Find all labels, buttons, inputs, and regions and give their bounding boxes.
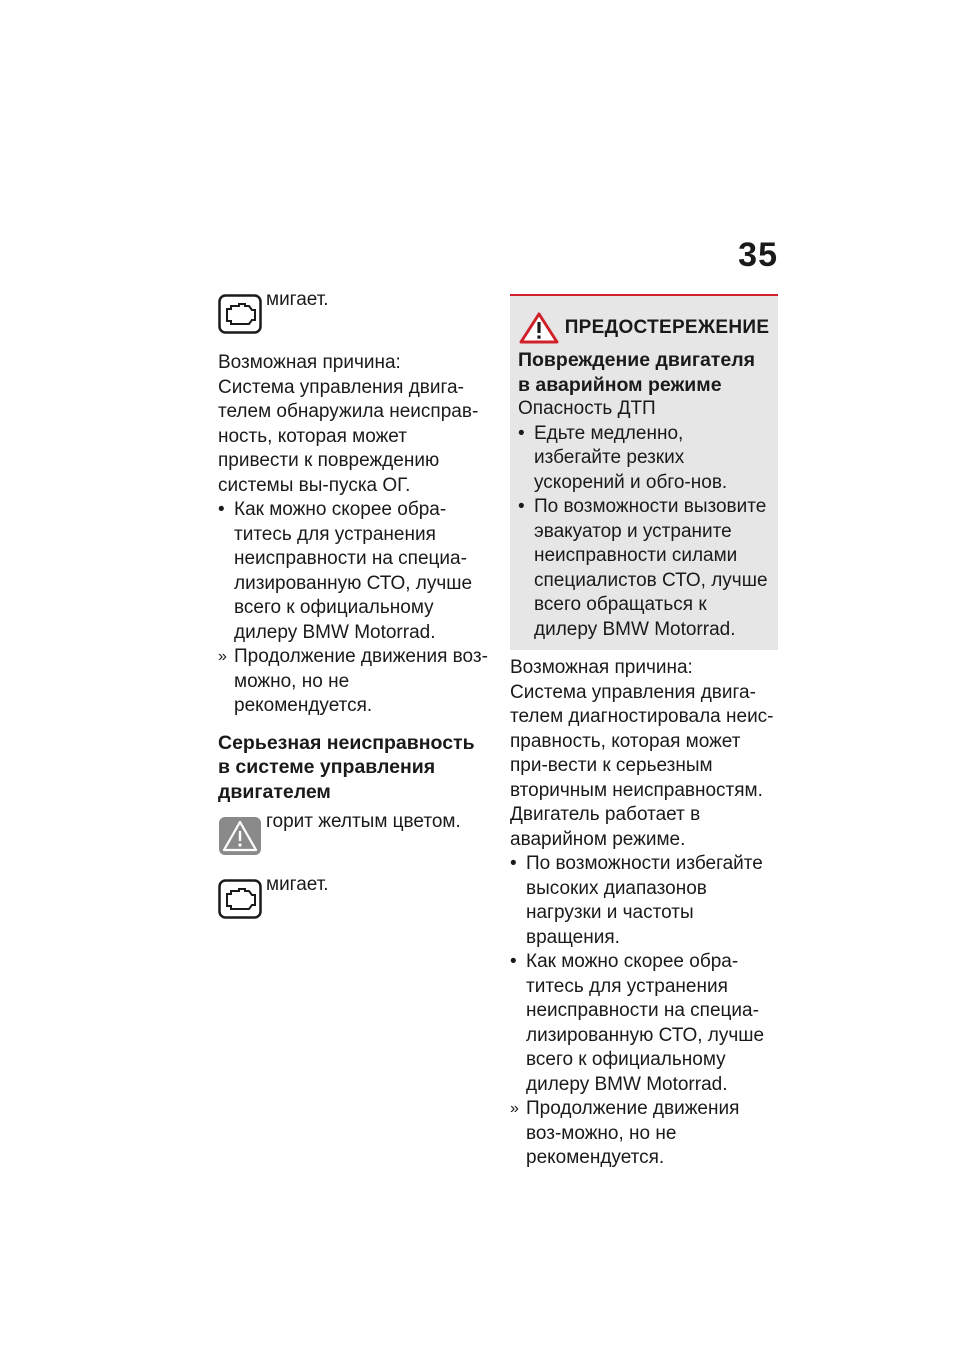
section-heading: Серьезная неисправность в системе управления двигателем bbox=[218, 731, 475, 803]
cause-label: Возможная причина: bbox=[510, 657, 693, 678]
list-item: • Едьте медленно, избегайте резких ускорений и обго-нов. bbox=[518, 422, 770, 496]
action-list bbox=[510, 852, 778, 1171]
general-warning-row bbox=[218, 810, 490, 861]
hazard-triangle-icon bbox=[519, 312, 559, 344]
engine-status-row bbox=[218, 288, 490, 339]
hazard-text: Опасность ДТП bbox=[518, 398, 656, 419]
warning-title: ПРЕДОСТЕРЕЖЕНИЕ bbox=[564, 317, 770, 338]
cause-text: Система управления двига-телем обнаружила неисправ-ность, которая может привести к повреждению системы вы-пуска ОГ. bbox=[218, 376, 479, 496]
warning-box bbox=[510, 294, 778, 650]
action-list bbox=[218, 498, 490, 719]
right-column bbox=[510, 294, 778, 1171]
engine-blinking-text: мигает. bbox=[266, 289, 329, 310]
engine-warning-icon bbox=[218, 294, 262, 339]
page-number: 35 bbox=[738, 236, 778, 274]
warning-header bbox=[518, 312, 770, 344]
warning-list bbox=[518, 422, 770, 643]
general-warning-text: горит желтым цветом. bbox=[266, 811, 461, 832]
list-item: • По возможности избегайте высоких диапазонов нагрузки и частоты вращения. bbox=[510, 852, 778, 950]
engine-status-row-2 bbox=[218, 873, 490, 924]
result-item: » Продолжение движения воз-можно, но не рекомендуется. bbox=[218, 645, 490, 719]
cause-text: Система управления двига-телем диагностировала неис-правность, которая может при-вести к серьезным вторичным неисправностям. Двигатель работает в аварийном режиме. bbox=[510, 681, 774, 850]
cause-label: Возможная причина: bbox=[218, 352, 401, 373]
result-item: » Продолжение движения воз-можно, но не рекомендуется. bbox=[510, 1097, 778, 1171]
warning-heading: Повреждение двигателя в аварийном режиме bbox=[518, 349, 755, 396]
list-item: • Как можно скорее обра-титесь для устранения неисправности на специа-лизированную СТО, лучше всего к официальному дилеру BMW Motorrad. bbox=[218, 498, 490, 645]
left-column bbox=[218, 288, 490, 924]
list-item: • По возможности вызовите эвакуатор и устраните неисправности силами специалистов СТО, лучше всего обращаться к дилеру BMW Motorrad. bbox=[518, 495, 770, 642]
list-item: • Как можно скорее обра-титесь для устранения неисправности на специа-лизированную СТО, лучше всего к официальному дилеру BMW Motorrad. bbox=[510, 950, 778, 1097]
engine-warning-icon bbox=[218, 879, 262, 924]
general-warning-icon bbox=[218, 816, 262, 861]
engine-blinking-text-2: мигает. bbox=[266, 874, 329, 895]
